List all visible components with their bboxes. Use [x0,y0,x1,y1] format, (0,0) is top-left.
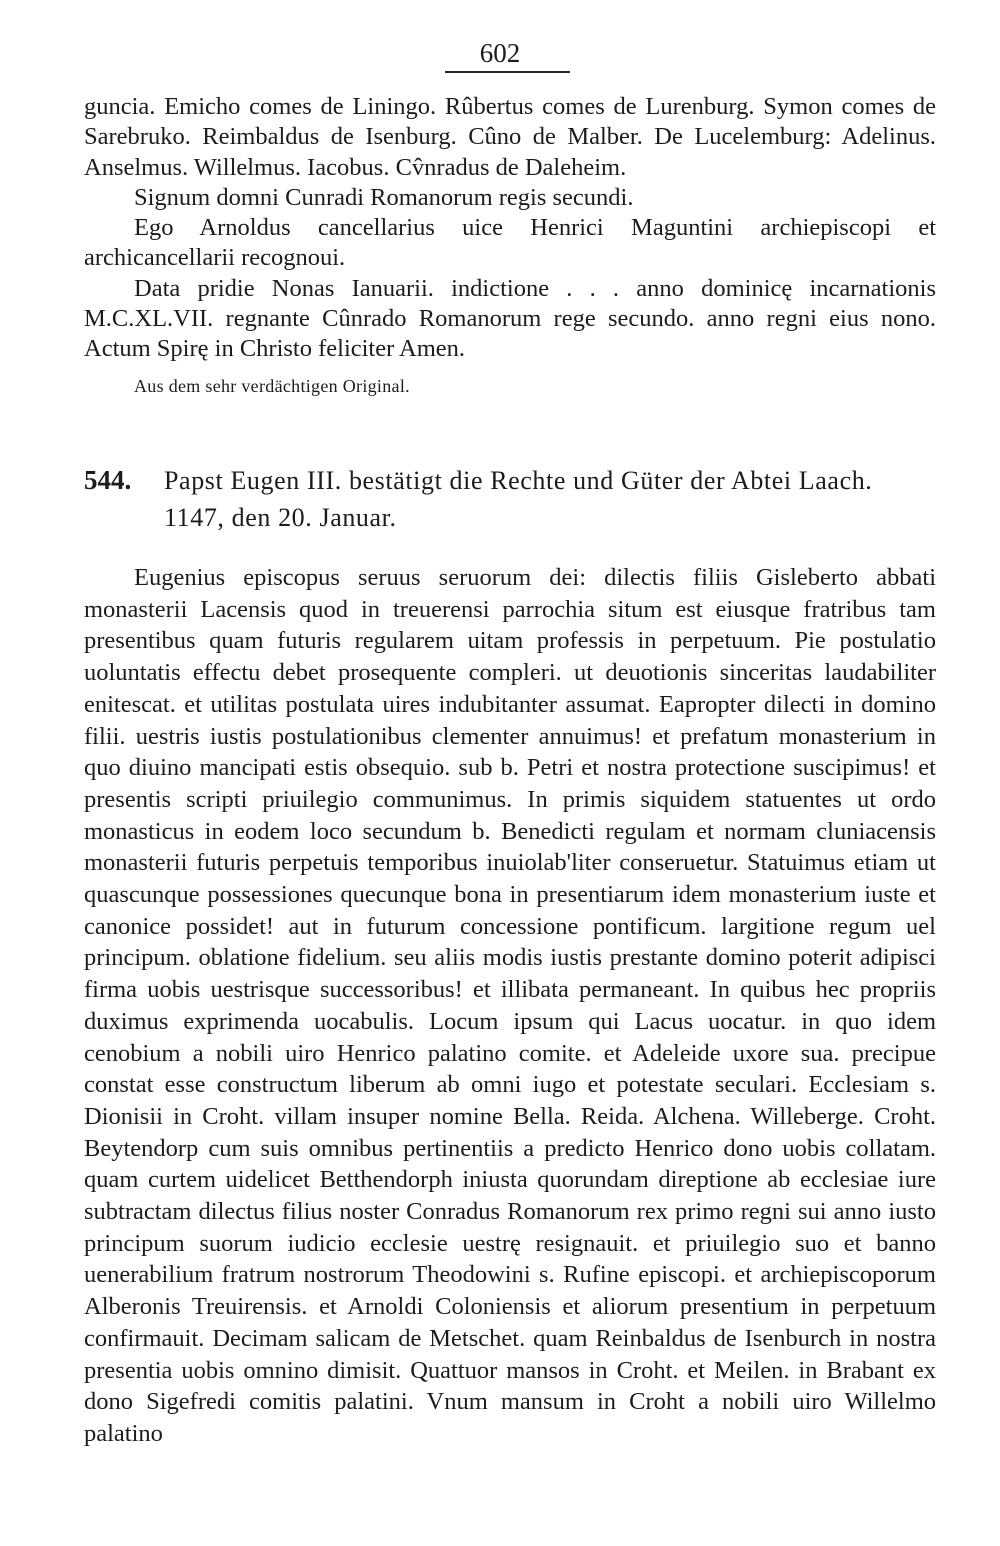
charter-title: Papst Eugen III. bestätigt die Rechte und Güter der Abtei Laach. [164,466,873,495]
charter-heading [84,462,944,536]
dating-clause: Data pridie Nonas Ianuarii. indictione . . . anno dominicę incarnationis M.C.XL.VII. regnante Cûnrado Romanorum rege secundo. anno regni eius nono. Actum Spirę in Christo feliciter Amen. [84,274,936,363]
recognition-line: Ego Arnoldus cancellarius uice Henrici Maguntini archiepiscopi et archicancellarii recognoui. [84,214,936,272]
charter-number: 544. [84,465,132,495]
charter-body [84,562,936,1450]
previous-charter-ending [84,92,936,401]
source-note: Aus dem sehr verdächtigen Original. [134,375,410,396]
signum-line: Signum domni Cunradi Romanorum regis secundi. [134,183,634,211]
page-number: 602 [479,38,521,68]
charter-date: 1147, den 20. Januar. [164,503,397,532]
header-rule [445,71,570,73]
charter-text: Eugenius episcopus seruus seruorum dei: dilectis filiis Gisleberto abbati monasterii Lacensis quod in treuerensi parrochia situm est eiusque fratribus tam presentibus quam futuris regularem uitam professis in perpetuum. Pie postulatio uoluntatis effectu debet prosequente compleri. ut deuotionis sinceritas laudabiliter enitescat. et utilitas postulata uires indubitanter assumat. Eapropter dilecti in domino filii. uestris iustis postulationibus clementer annuimus! et prefatum monasterium in quo diuino mancipati estis obsequio. sub b. Petri et nostra protectione suscipimus! et presentis scripti priuilegio communimus. In primis siquidem statuentes ut ordo monasticus in eodem loco secundum b. Benedicti regulam et normam cluniacensis monasterii futuris perpetuis temporibus inuiolab'liter conseruetur. Statuimus etiam ut quascunque possessiones quecunque bona in presentiarum idem monasterium iuste et canonice possidet! aut in futurum concessione pontificum. largitione regum uel principum. oblatione fidelium. seu aliis modis iustis prestante domino poterit adipisci firma uobis uestrisque successoribus! et illibata permaneant. In quibus hec propriis duximus exprimenda uocabulis. Locum ipsum qui Lacus uocatur. in quo idem cenobium a nobili uiro Henrico palatino comite. et Adeleide uxore sua. precipue constat esse constructum liberum ab omni iugo et potestate seculari. Ecclesiam s. Dionisii in Croht. villam insuper nomine Bella. Reida. Alchena. Willeberge. Croht. Beytendorp cum suis omnibus pertinentiis a predicto Henrico dono uobis collatam. quam curtem uidelicet Betthendorph iniusta quorundam direptione ab ecclesiae iure subtractam dilectus filius noster Conradus Romanorum rex primo regni sui anno iusto principum suorum iudicio ecclesie uestrę resignauit. et priuilegio suo et banno uenerabilium fratrum nostrorum Theodowini s. Rufine episcopi. et archiepiscoporum Alberonis Treuirensis. et Arnoldi Coloniensis et aliorum presentium in perpetuum confirmauit. Decimam salicam de Metschet. quam Reinbaldus de Isenburch in nostra presentia uobis omnino dimisit. Quattuor mansos in Croht. et Meilen. in Brabant ex dono Sigefredi comitis palatini. Vnum mansum in Croht a nobili uiro Willelmo palatino [84,564,936,1447]
witness-list: guncia. Emicho comes de Liningo. Rûbertus comes de Lurenburg. Symon comes de Sarebruko. Reimbaldus de Isenburg. Cûno de Malber. De Lucelemburg: Adelinus. Anselmus. Willelmus. Iacobus. Cv̂nradus de Daleheim. [84,93,936,181]
